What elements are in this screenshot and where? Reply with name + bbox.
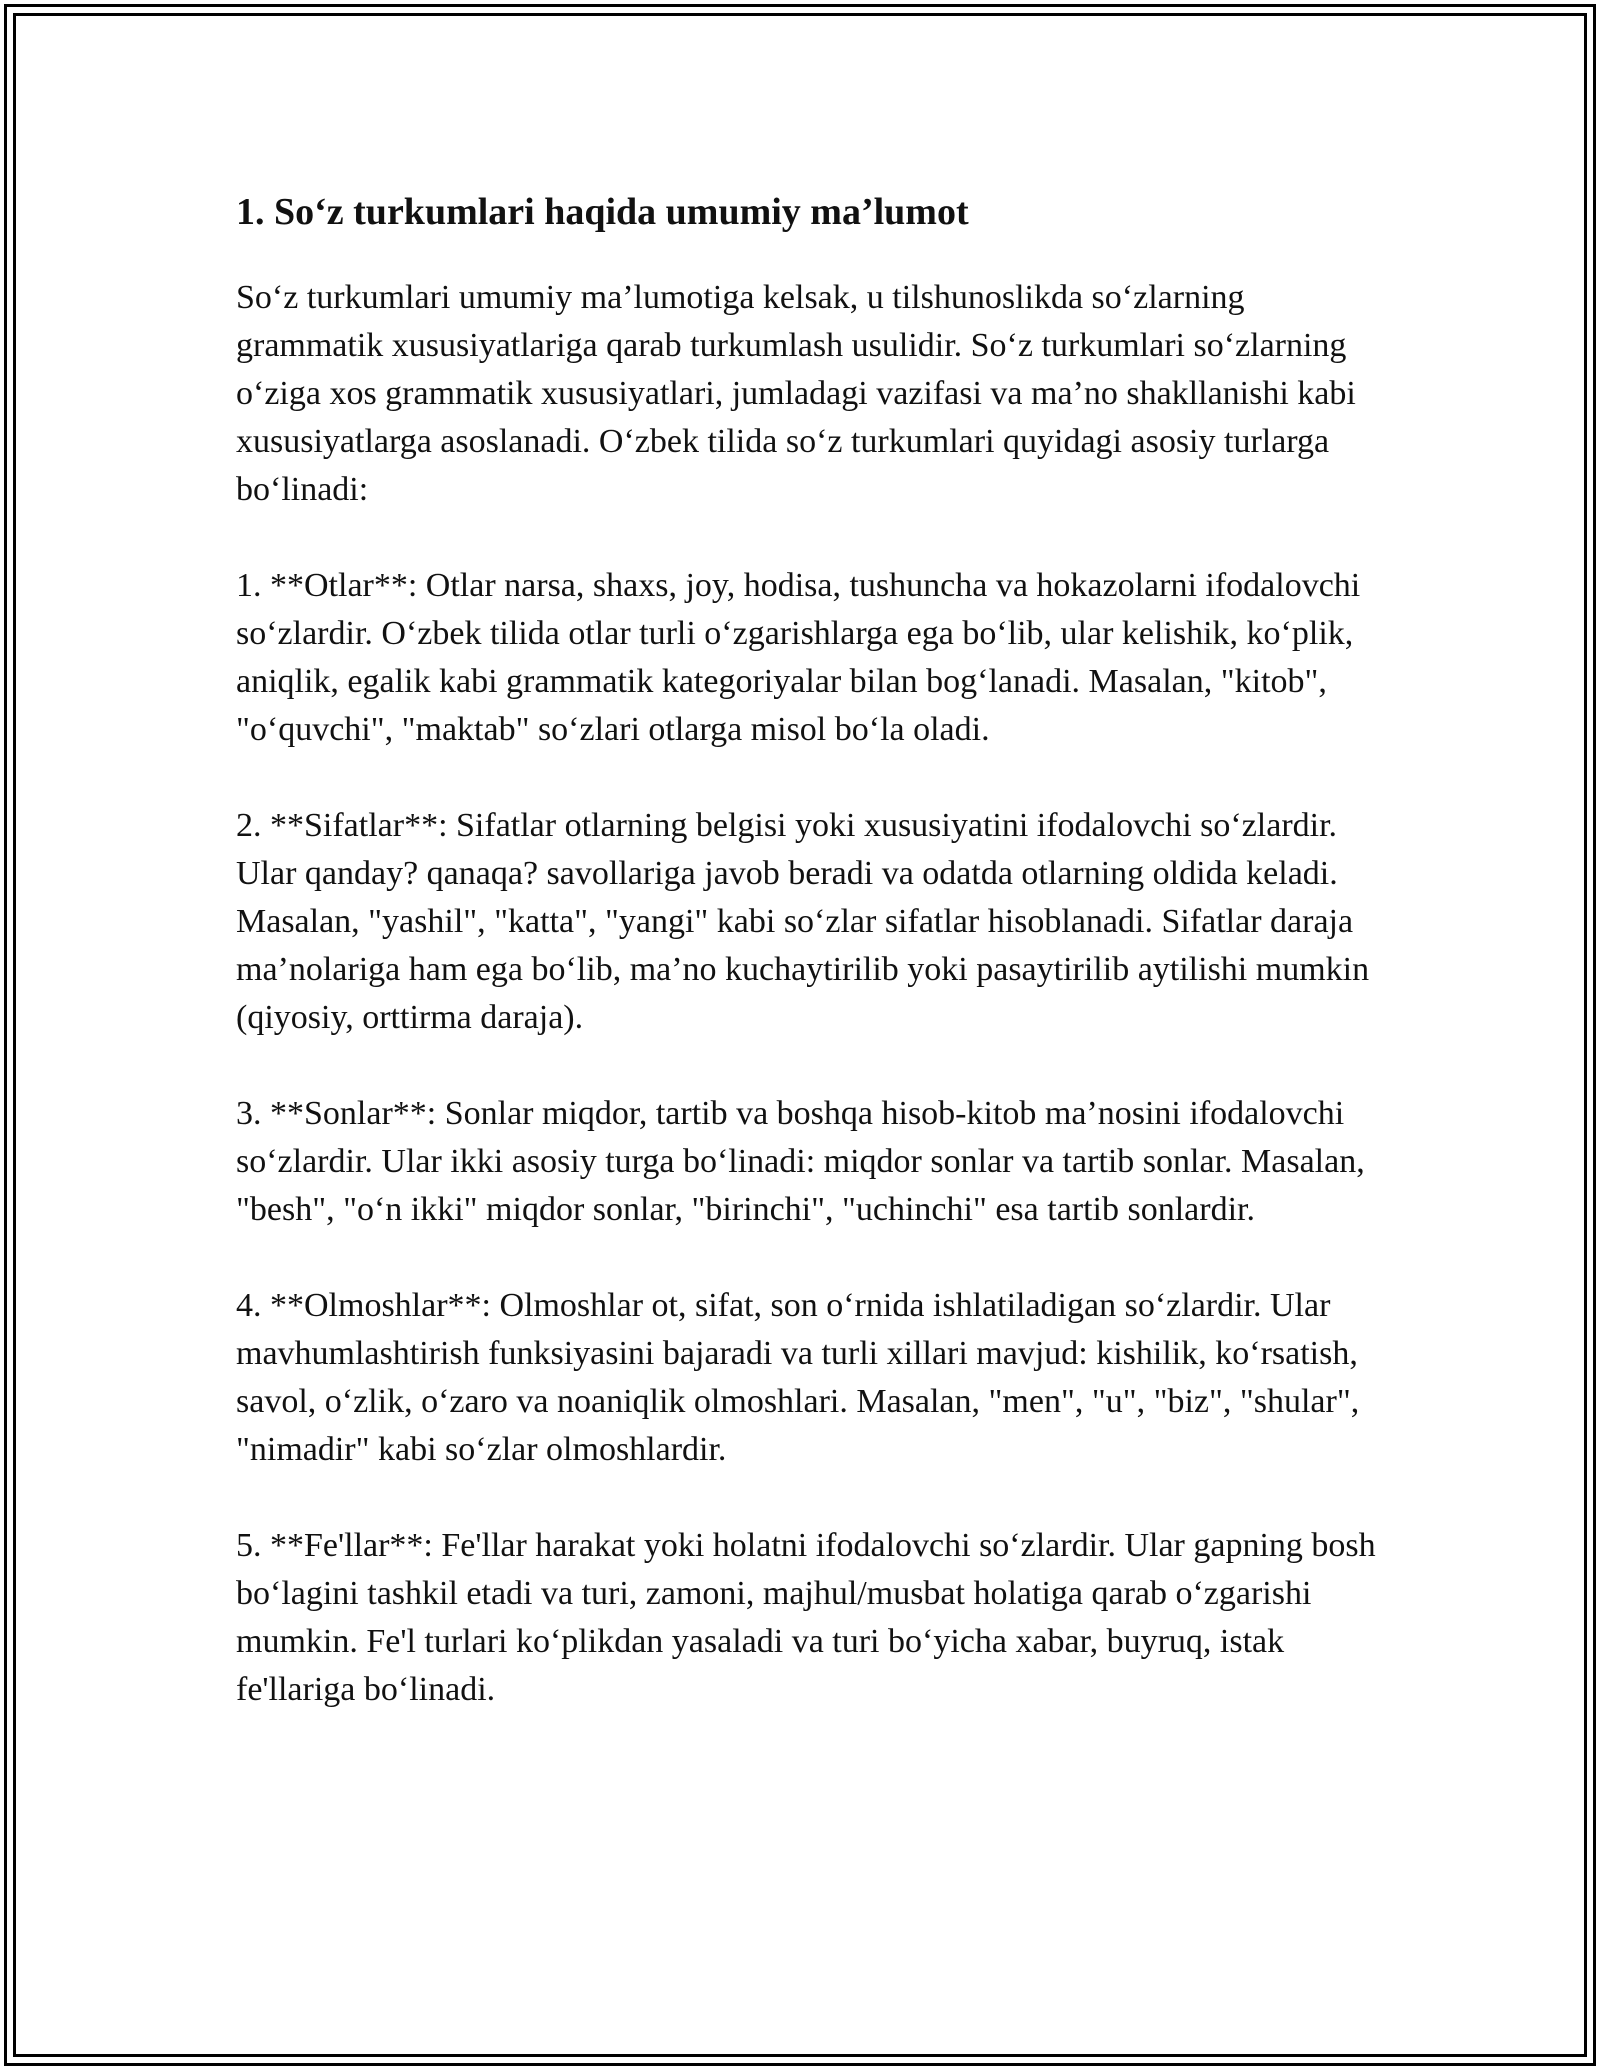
document-body	[236, 184, 1386, 1762]
paragraph-fellar: 5. **Fe'llar**: Fe'llar harakat yoki holatni ifodalovchi so‘zlardir. Ular gapning bosh bo‘lagini tashkil etadi va turi, zamoni, majhul/musbat holatiga qarab o‘zgarishi mumkin. Fe'l turlari ko‘plikdan yasaladi va turi bo‘yicha xabar, buyruq, istak fe'llariga bo‘linadi.	[236, 1527, 1376, 1708]
document-title: 1. So‘z turkumlari haqida umumiy ma’lumot	[236, 191, 969, 233]
paragraph-sonlar: 3. **Sonlar**: Sonlar miqdor, tartib va boshqa hisob-kitob ma’nosini ifodalovchi so‘zlardir. Ular ikki asosiy turga bo‘linadi: miqdor sonlar va tartib sonlar. Masalan, "besh", "o‘n ikki" miqdor sonlar, "birinchi", "uchinchi" esa tartib sonlardir.	[236, 1095, 1365, 1228]
paragraph-otlar: 1. **Otlar**: Otlar narsa, shaxs, joy, hodisa, tushuncha va hokazolarni ifodalovchi so‘zlardir. O‘zbek tilida otlar turli o‘zgarishlarga ega bo‘lib, ular kelishik, ko‘plik, aniqlik, egalik kabi grammatik kategoriyalar bilan bog‘lanadi. Masalan, "kitob", "o‘quvchi", "maktab" so‘zlari otlarga misol bo‘la oladi.	[236, 567, 1361, 748]
paragraph-intro: So‘z turkumlari umumiy ma’lumotiga kelsak, u tilshunoslikda so‘zlarning grammatik xususiyatlariga qarab turkumlash usulidir. So‘z turkumlari so‘zlarning o‘ziga xos grammatik xususiyatlari, jumladagi vazifasi va ma’no shakllanishi kabi xususiyatlarga asoslanadi. O‘zbek tilida so‘z turkumlari quyidagi asosiy turlarga bo‘linadi:	[236, 279, 1356, 508]
paragraph-sifatlar: 2. **Sifatlar**: Sifatlar otlarning belgisi yoki xususiyatini ifodalovchi so‘zlardir. Ular qanday? qanaqa? savollariga javob beradi va odatda otlarning oldida keladi. Masalan, "yashil", "katta", "yangi" kabi so‘zlar sifatlar hisoblanadi. Sifatlar daraja ma’nolariga ham ega bo‘lib, ma’no kuchaytirilib yoki pasaytirilib aytilishi mumkin (qiyosiy, orttirma daraja).	[236, 807, 1370, 1036]
paragraph-olmoshlar: 4. **Olmoshlar**: Olmoshlar ot, sifat, son o‘rnida ishlatiladigan so‘zlardir. Ular mavhumlashtirish funksiyasini bajaradi va turli xillari mavjud: kishilik, ko‘rsatish, savol, o‘zlik, o‘zaro va noaniqlik olmoshlari. Masalan, "men", "u", "biz", "shular", "nimadir" kabi so‘zlar olmoshlardir.	[236, 1287, 1360, 1468]
